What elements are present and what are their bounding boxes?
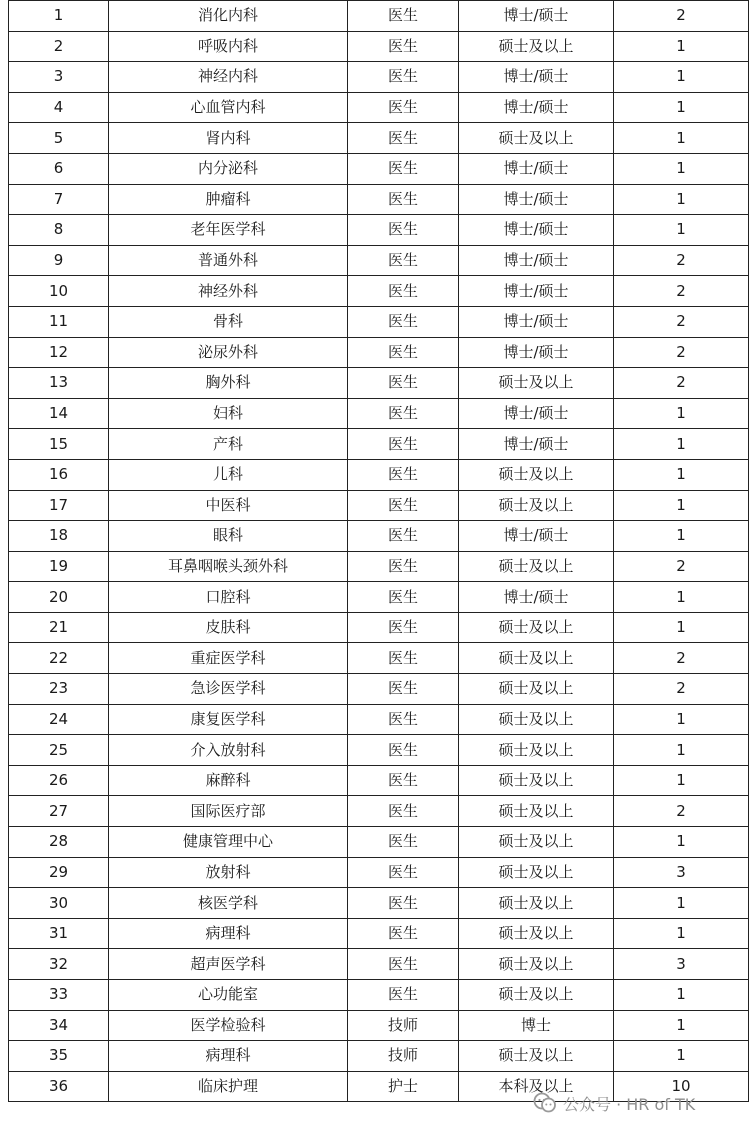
position-cell: 技师 [348,1010,459,1041]
position-cell: 医生 [348,398,459,429]
education-cell: 硕士及以上 [459,674,614,705]
table-row [9,398,749,429]
education-cell: 硕士及以上 [459,857,614,888]
table-row [9,153,749,184]
education-cell: 硕士及以上 [459,368,614,399]
row-number-cell: 8 [9,215,109,246]
position-cell: 医生 [348,429,459,460]
row-number-cell: 25 [9,735,109,766]
education-cell: 博士/硕士 [459,245,614,276]
table-row [9,184,749,215]
table-row [9,1010,749,1041]
headcount-cell: 10 [614,1071,749,1102]
headcount-cell: 1 [614,918,749,949]
row-number-cell: 15 [9,429,109,460]
table-row [9,490,749,521]
position-cell: 医生 [348,674,459,705]
department-cell: 心功能室 [109,980,348,1011]
table-row [9,1041,749,1072]
headcount-cell: 2 [614,368,749,399]
position-cell: 医生 [348,123,459,154]
department-cell: 临床护理 [109,1071,348,1102]
headcount-cell: 2 [614,306,749,337]
row-number-cell: 32 [9,949,109,980]
recruitment-table-body [9,1,749,1102]
education-cell: 博士/硕士 [459,92,614,123]
position-cell: 医生 [348,337,459,368]
headcount-cell: 1 [614,490,749,521]
table-row [9,1071,749,1102]
row-number-cell: 20 [9,582,109,613]
position-cell: 医生 [348,918,459,949]
department-cell: 骨科 [109,306,348,337]
department-cell: 急诊医学科 [109,674,348,705]
position-cell: 医生 [348,368,459,399]
headcount-cell: 1 [614,398,749,429]
row-number-cell: 24 [9,704,109,735]
department-cell: 中医科 [109,490,348,521]
education-cell: 博士/硕士 [459,306,614,337]
education-cell: 硕士及以上 [459,827,614,858]
department-cell: 耳鼻咽喉头颈外科 [109,551,348,582]
position-cell: 技师 [348,1041,459,1072]
row-number-cell: 18 [9,521,109,552]
row-number-cell: 26 [9,765,109,796]
table-row [9,827,749,858]
department-cell: 核医学科 [109,888,348,919]
position-cell: 医生 [348,184,459,215]
headcount-cell: 1 [614,765,749,796]
position-cell: 医生 [348,459,459,490]
table-row [9,337,749,368]
education-cell: 硕士及以上 [459,765,614,796]
table-row [9,31,749,62]
position-cell: 医生 [348,735,459,766]
row-number-cell: 17 [9,490,109,521]
row-number-cell: 22 [9,643,109,674]
headcount-cell: 3 [614,857,749,888]
department-cell: 重症医学科 [109,643,348,674]
row-number-cell: 4 [9,92,109,123]
department-cell: 消化内科 [109,1,348,32]
education-cell: 硕士及以上 [459,888,614,919]
department-cell: 病理科 [109,918,348,949]
headcount-cell: 1 [614,123,749,154]
row-number-cell: 33 [9,980,109,1011]
position-cell: 医生 [348,92,459,123]
table-row [9,674,749,705]
education-cell: 博士/硕士 [459,521,614,552]
table-row [9,704,749,735]
education-cell: 博士/硕士 [459,153,614,184]
table-row [9,612,749,643]
headcount-cell: 2 [614,643,749,674]
headcount-cell: 3 [614,949,749,980]
row-number-cell: 12 [9,337,109,368]
position-cell: 医生 [348,521,459,552]
education-cell: 硕士及以上 [459,918,614,949]
headcount-cell: 2 [614,1,749,32]
table-row [9,123,749,154]
row-number-cell: 9 [9,245,109,276]
row-number-cell: 16 [9,459,109,490]
headcount-cell: 1 [614,215,749,246]
position-cell: 医生 [348,276,459,307]
position-cell: 医生 [348,796,459,827]
position-cell: 医生 [348,551,459,582]
department-cell: 妇科 [109,398,348,429]
row-number-cell: 13 [9,368,109,399]
headcount-cell: 1 [614,980,749,1011]
position-cell: 医生 [348,490,459,521]
table-row [9,306,749,337]
table-row [9,735,749,766]
position-cell: 医生 [348,888,459,919]
department-cell: 肾内科 [109,123,348,154]
headcount-cell: 1 [614,612,749,643]
education-cell: 博士/硕士 [459,276,614,307]
row-number-cell: 27 [9,796,109,827]
department-cell: 泌尿外科 [109,337,348,368]
department-cell: 麻醉科 [109,765,348,796]
position-cell: 医生 [348,765,459,796]
department-cell: 心血管内科 [109,92,348,123]
table-row [9,582,749,613]
education-cell: 本科及以上 [459,1071,614,1102]
table-row [9,245,749,276]
position-cell: 医生 [348,153,459,184]
position-cell: 医生 [348,215,459,246]
headcount-cell: 1 [614,153,749,184]
education-cell: 硕士及以上 [459,796,614,827]
department-cell: 放射科 [109,857,348,888]
education-cell: 硕士及以上 [459,1041,614,1072]
department-cell: 皮肤科 [109,612,348,643]
department-cell: 神经外科 [109,276,348,307]
department-cell: 介入放射科 [109,735,348,766]
department-cell: 肿瘤科 [109,184,348,215]
row-number-cell: 14 [9,398,109,429]
row-number-cell: 5 [9,123,109,154]
table-row [9,1,749,32]
education-cell: 硕士及以上 [459,459,614,490]
row-number-cell: 29 [9,857,109,888]
department-cell: 康复医学科 [109,704,348,735]
education-cell: 硕士及以上 [459,980,614,1011]
row-number-cell: 1 [9,1,109,32]
table-row [9,949,749,980]
headcount-cell: 1 [614,888,749,919]
table-row [9,521,749,552]
department-cell: 老年医学科 [109,215,348,246]
education-cell: 博士/硕士 [459,429,614,460]
education-cell: 博士/硕士 [459,398,614,429]
education-cell: 硕士及以上 [459,490,614,521]
education-cell: 硕士及以上 [459,949,614,980]
department-cell: 普通外科 [109,245,348,276]
row-number-cell: 10 [9,276,109,307]
education-cell: 硕士及以上 [459,612,614,643]
position-cell: 医生 [348,612,459,643]
position-cell: 医生 [348,857,459,888]
position-cell: 医生 [348,949,459,980]
row-number-cell: 19 [9,551,109,582]
table-row [9,551,749,582]
headcount-cell: 2 [614,245,749,276]
table-row [9,368,749,399]
department-cell: 超声医学科 [109,949,348,980]
headcount-cell: 1 [614,429,749,460]
position-cell: 医生 [348,827,459,858]
education-cell: 博士/硕士 [459,337,614,368]
table-row [9,276,749,307]
education-cell: 硕士及以上 [459,31,614,62]
row-number-cell: 3 [9,62,109,93]
position-cell: 医生 [348,306,459,337]
department-cell: 国际医疗部 [109,796,348,827]
row-number-cell: 7 [9,184,109,215]
education-cell: 硕士及以上 [459,643,614,674]
headcount-cell: 2 [614,551,749,582]
position-cell: 医生 [348,31,459,62]
row-number-cell: 31 [9,918,109,949]
education-cell: 博士/硕士 [459,1,614,32]
table-row [9,429,749,460]
row-number-cell: 2 [9,31,109,62]
headcount-cell: 1 [614,582,749,613]
position-cell: 护士 [348,1071,459,1102]
table-row [9,765,749,796]
department-cell: 呼吸内科 [109,31,348,62]
table-row [9,796,749,827]
education-cell: 硕士及以上 [459,551,614,582]
headcount-cell: 1 [614,827,749,858]
position-cell: 医生 [348,704,459,735]
department-cell: 神经内科 [109,62,348,93]
position-cell: 医生 [348,643,459,674]
department-cell: 内分泌科 [109,153,348,184]
headcount-cell: 1 [614,459,749,490]
position-cell: 医生 [348,245,459,276]
row-number-cell: 6 [9,153,109,184]
row-number-cell: 35 [9,1041,109,1072]
headcount-cell: 1 [614,31,749,62]
department-cell: 产科 [109,429,348,460]
row-number-cell: 21 [9,612,109,643]
education-cell: 博士 [459,1010,614,1041]
row-number-cell: 34 [9,1010,109,1041]
education-cell: 硕士及以上 [459,704,614,735]
education-cell: 博士/硕士 [459,215,614,246]
recruitment-table [8,0,749,1102]
department-cell: 口腔科 [109,582,348,613]
education-cell: 博士/硕士 [459,184,614,215]
position-cell: 医生 [348,1,459,32]
table-row [9,215,749,246]
table-row [9,62,749,93]
row-number-cell: 36 [9,1071,109,1102]
headcount-cell: 1 [614,62,749,93]
table-row [9,459,749,490]
headcount-cell: 1 [614,1041,749,1072]
department-cell: 医学检验科 [109,1010,348,1041]
table-row [9,888,749,919]
headcount-cell: 1 [614,735,749,766]
headcount-cell: 1 [614,184,749,215]
table-row [9,980,749,1011]
department-cell: 眼科 [109,521,348,552]
headcount-cell: 2 [614,337,749,368]
headcount-cell: 1 [614,92,749,123]
department-cell: 健康管理中心 [109,827,348,858]
position-cell: 医生 [348,582,459,613]
department-cell: 儿科 [109,459,348,490]
headcount-cell: 1 [614,1010,749,1041]
department-cell: 胸外科 [109,368,348,399]
position-cell: 医生 [348,62,459,93]
headcount-cell: 1 [614,521,749,552]
row-number-cell: 30 [9,888,109,919]
headcount-cell: 2 [614,796,749,827]
table-row [9,92,749,123]
education-cell: 博士/硕士 [459,62,614,93]
row-number-cell: 28 [9,827,109,858]
headcount-cell: 2 [614,674,749,705]
table-row [9,857,749,888]
table-row [9,918,749,949]
education-cell: 硕士及以上 [459,123,614,154]
department-cell: 病理科 [109,1041,348,1072]
headcount-cell: 1 [614,704,749,735]
position-cell: 医生 [348,980,459,1011]
row-number-cell: 23 [9,674,109,705]
education-cell: 博士/硕士 [459,582,614,613]
table-row [9,643,749,674]
education-cell: 硕士及以上 [459,735,614,766]
row-number-cell: 11 [9,306,109,337]
watermark-text: 公众号 · HR of TK [563,1094,696,1114]
headcount-cell: 2 [614,276,749,307]
